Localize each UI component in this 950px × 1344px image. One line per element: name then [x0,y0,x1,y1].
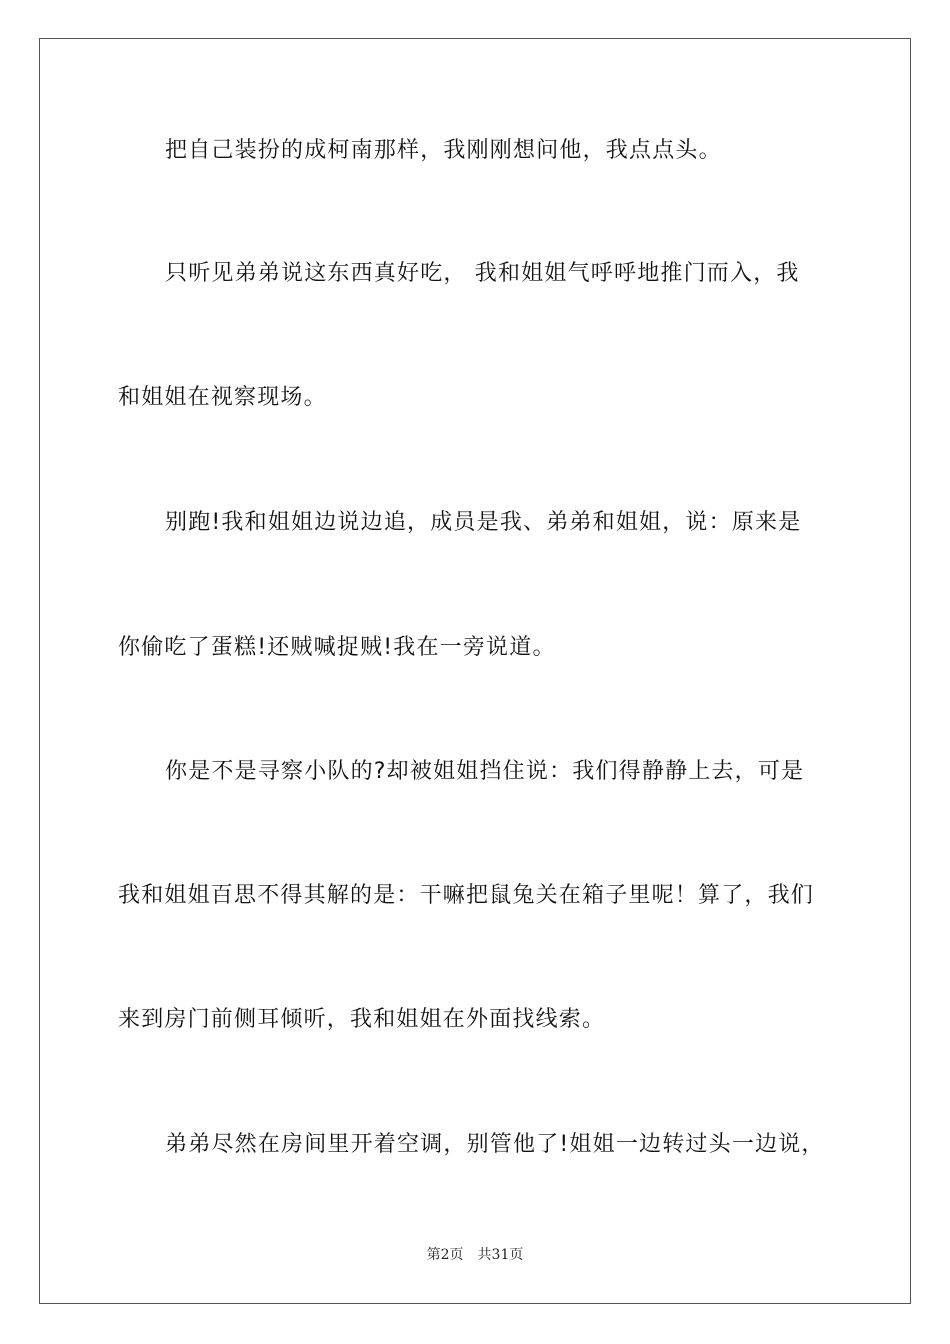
paragraph-line-1: 把自己装扮的成柯南那样，我刚刚想问他，我点点头。 [165,138,722,163]
page-footer [0,1246,950,1264]
paragraph-line-8: 来到房门前侧耳倾听，我和姐姐在外面找线索。 [118,1007,606,1032]
paragraph-line-9: 弟弟尽然在房间里开着空调，别管他了!姐姐一边转过头一边说， [165,1132,825,1157]
page-total: 共31页 [477,1247,524,1263]
paragraph-line-7: 我和姐姐百思不得其解的是：干嘛把鼠兔关在箱子里呢！算了，我们 [118,883,815,908]
paragraph-line-2: 只听见弟弟说这东西真好吃， 我和姐姐气呼呼地推门而入，我 [165,261,800,286]
paragraph-line-6: 你是不是寻察小队的?却被姐姐挡住说：我们得静静上去，可是 [165,759,805,784]
page-number: 第2页 [426,1247,464,1263]
page-border [39,38,911,1304]
paragraph-line-5: 你偷吃了蛋糕!还贼喊捉贼!我在一旁说道。 [118,635,556,660]
paragraph-line-4: 别跑!我和姐姐边说边追，成员是我、弟弟和姐姐，说：原来是 [165,510,802,535]
paragraph-line-3: 和姐姐在视察现场。 [118,385,327,410]
